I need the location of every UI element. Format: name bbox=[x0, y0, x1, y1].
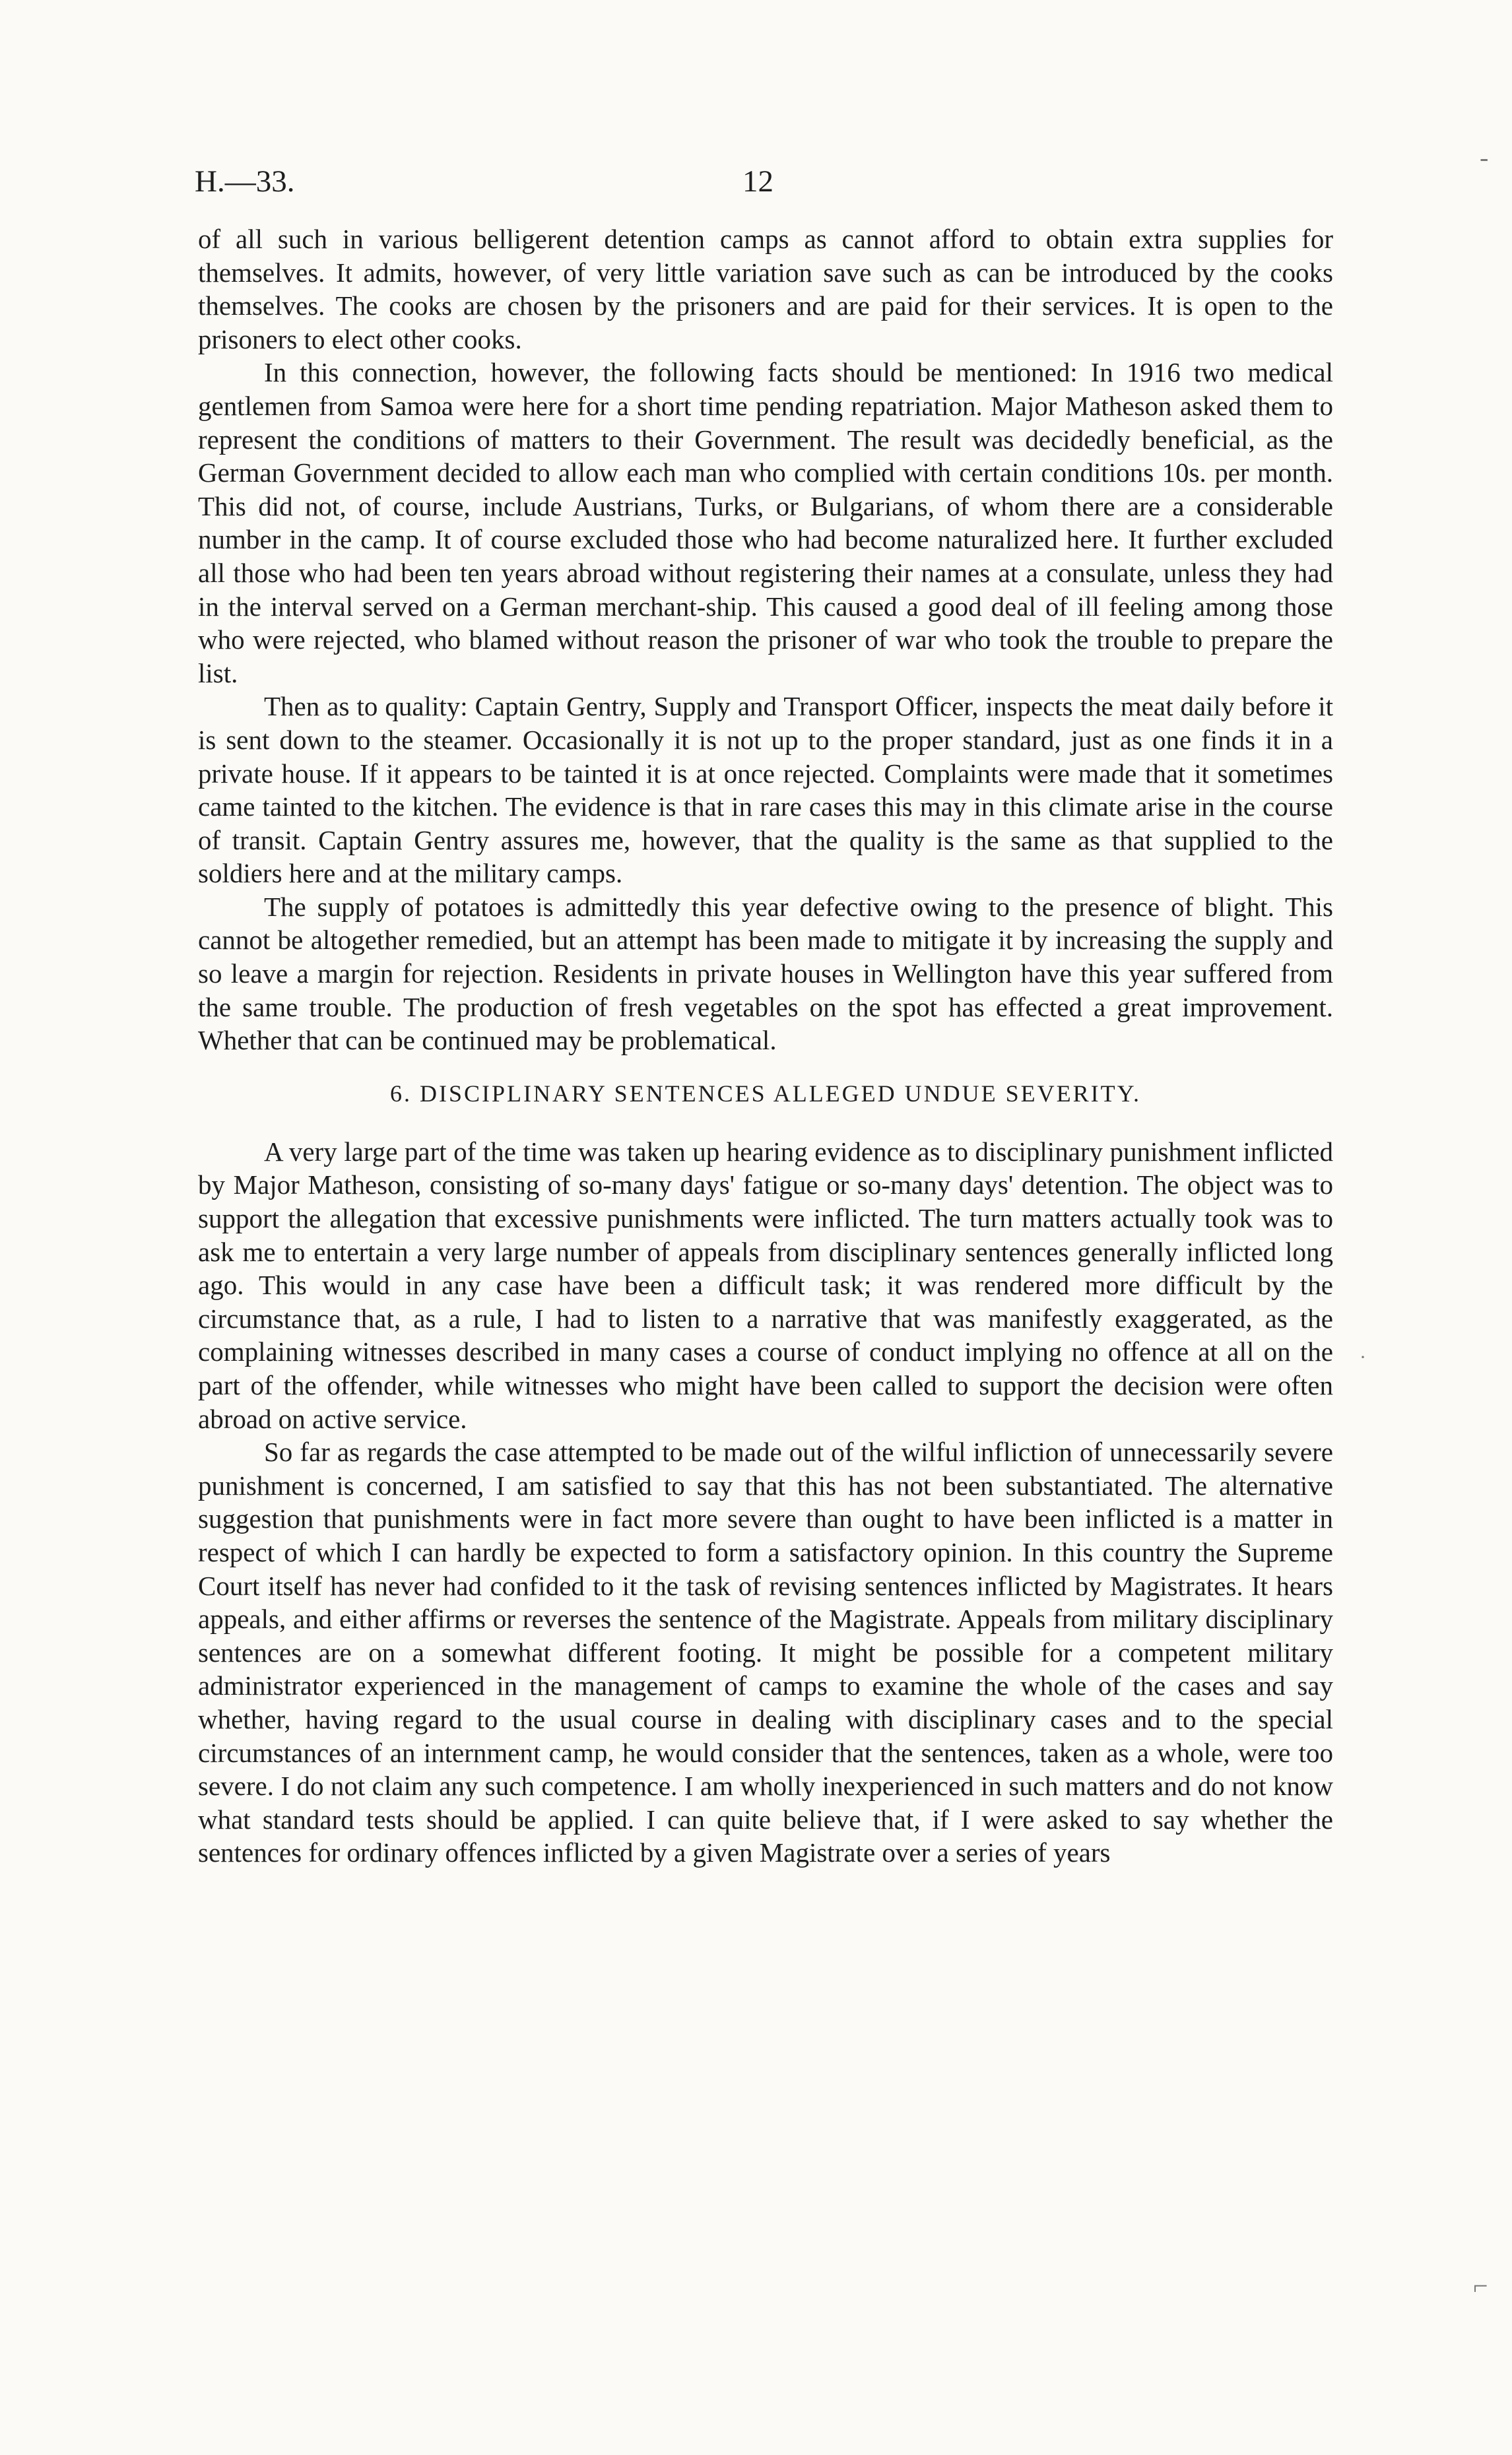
margin-tick-mark: ⌐ bbox=[1473, 2271, 1488, 2301]
margin-dot-mark: · bbox=[1360, 1346, 1366, 1368]
page-number: 12 bbox=[742, 164, 773, 199]
paragraph: of all such in various belligerent detention camps as cannot afford to obtain extra supplies for themselves. It admits, however, of very little variation save such as can be introduced by the cooks themselves. The cooks are chosen by the prisoners and are paid for their services. It is open to the prisoners to elect other cooks. bbox=[198, 224, 1333, 354]
document-code: H.—33. bbox=[195, 164, 295, 199]
paragraph: A very large part of the time was taken up hearing evidence as to disciplinary punishment inflicted by Major Matheson, consisting of so-many days' fatigue or so-many days' detention. The object was to support the allegation that excessive punishments were inflicted. The turn matters actually took was to ask me to entertain a very large number of appeals from disciplinary sentences generally inflicted long ago. This would in any case have been a difficult task; it was rendered more difficult by the circumstance that, as a rule, I had to listen to a narrative that was manifestly exaggerated, as the complaining witnesses described in many cases a course of conduct implying no offence at all on the part of the offender, while witnesses who might have been called to support the decision were often abroad on active service. bbox=[198, 1136, 1333, 1434]
paragraph: In this connection, however, the following facts should be mentioned: In 1916 two medical gentlemen from Samoa were here for a short time pending repatriation. Major Matheson asked them to represent the conditions of matters to their Government. The result was decidedly beneficial, as the German Government decided to allow each man who complied with certain conditions 10s. per month. This did not, of course, include Austrians, Turks, or Bulgarians, of whom there are a considerable number in the camp. It of course excluded those who had become naturalized here. It further excluded all those who had been ten years abroad without registering their names at a consulate, unless they had in the interval served on a German merchant-ship. This caused a good deal of ill feeling among those who were rejected, who blamed without reason the prisoner of war who took the trouble to prepare the list. bbox=[198, 357, 1333, 688]
paragraph: The supply of potatoes is admittedly this year defective owing to the presence of blight. This cannot be altogether remedied, but an attempt has been made to mitigate it by increasing the supply and so leave a margin for rejection. Residents in private houses in Wellington have this year suffered from the same trouble. The production of fresh vegetables on the spot has effected a great improvement. Whether that can be continued may be problematical. bbox=[198, 891, 1333, 1056]
page-header bbox=[195, 158, 1330, 205]
paragraph: So far as regards the case attempted to be made out of the wilful infliction of unnecessarily severe punishment is concerned, I am satisfied to say that this has not been substantiated. The alternative suggestion that punishments were in fact more severe than ought to have been inflicted is a matter in respect of which I can hardly be expected to form a satisfactory opinion. In this country the Supreme Court itself has never had confided to it the task of revising sentences inflicted by Magistrates. It hears appeals, and either affirms or reverses the sentence of the Magistrate. Appeals from military disciplinary sentences are on a somewhat different footing. It might be possible for a competent military administrator experienced in the management of camps to examine the whole of the cases and say whether, having regard to the usual course in dealing with disciplinary cases and to the special circumstances of an internment camp, he would consider that the sentences, taken as a whole, were too severe. I do not claim any such competence. I am wholly inexperienced in such matters and do not know what standard tests should be applied. I can quite believe that, if I were asked to say whether the sentences for ordinary offences inflicted by a given Magistrate over a series of years bbox=[198, 1437, 1333, 1868]
body-text bbox=[198, 222, 1333, 1870]
margin-dash-mark: - bbox=[1480, 143, 1489, 172]
section-heading: 6. DISCIPLINARY SENTENCES ALLEGED UNDUE SEVERITY. bbox=[389, 1080, 1141, 1107]
paragraph: Then as to quality: Captain Gentry, Supply and Transport Officer, inspects the meat daily before it is sent down to the steamer. Occasionally it is not up to the proper standard, just as one finds it in a private house. If it appears to be tainted it is at once rejected. Complaints were made that it sometimes came tainted to the kitchen. The evidence is that in rare cases this may in this climate arise in the course of transit. Captain Gentry assures me, however, that the quality is the same as that supplied to the soldiers here and at the military camps. bbox=[198, 691, 1333, 889]
